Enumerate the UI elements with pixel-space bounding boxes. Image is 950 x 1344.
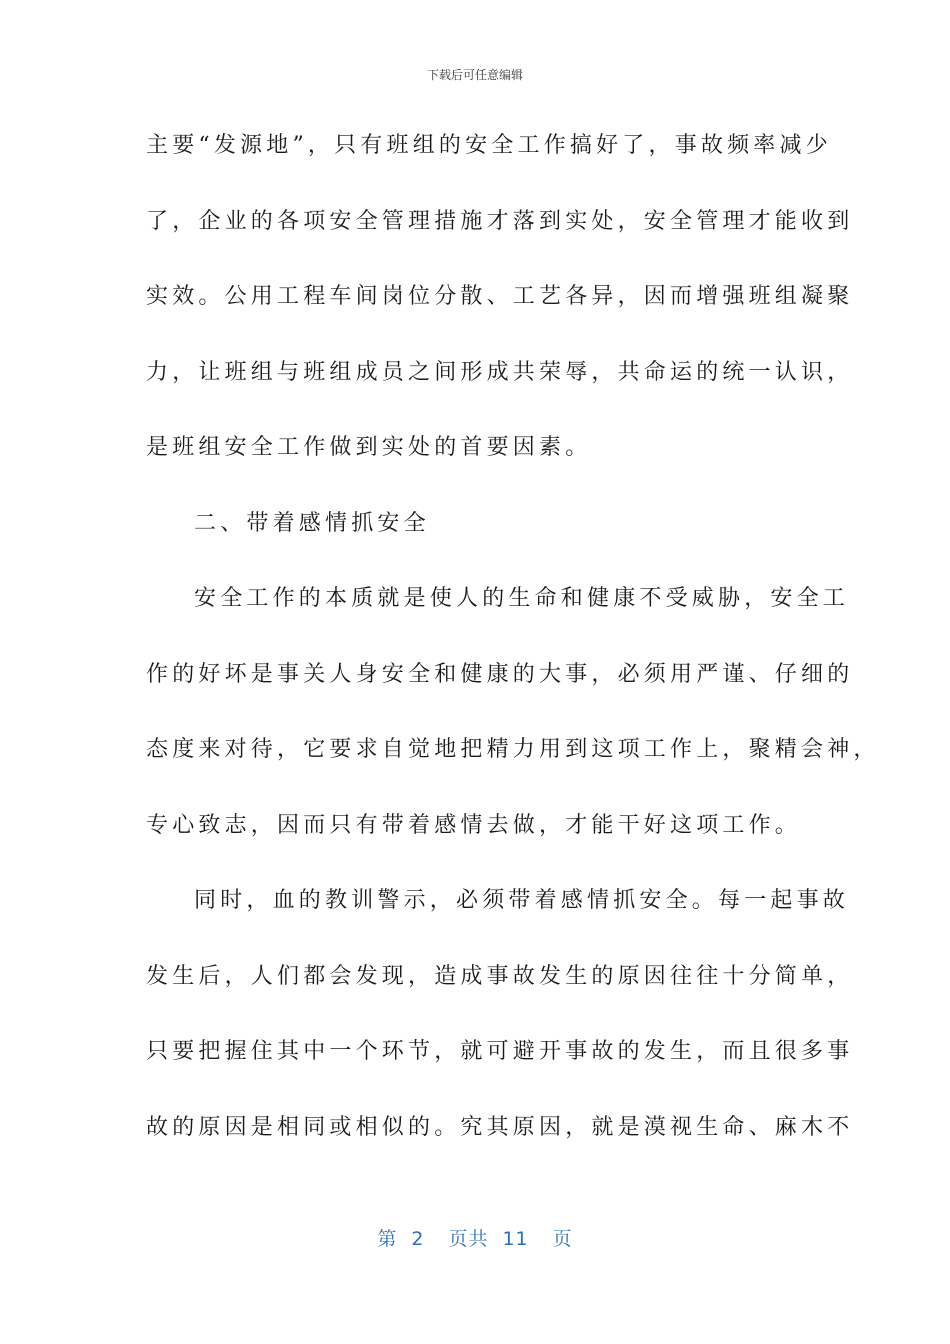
paragraph-line: 实效。公用工程车间岗位分散、工艺各异，因而增强班组凝聚: [146, 284, 854, 309]
header-note: 下载后可任意编辑: [426, 68, 523, 82]
paragraph-line: 发生后，人们都会发现，造成事故发生的原因往往十分简单，: [146, 963, 854, 989]
paragraph-line: 作的好坏是事关人身安全和健康的大事，必须用严谨、仔细的: [146, 661, 854, 687]
section-heading: 二、带着感情抓安全: [194, 510, 430, 536]
paragraph-line: 安全工作的本质就是使人的生命和健康不受威胁，安全工: [194, 586, 850, 611]
paragraph-line: 态度来对待，它要求自觉地把精力用到这项工作上，聚精会神，: [146, 737, 880, 762]
document-body: [146, 120, 880, 1177]
paragraph-line: 是班组安全工作做到实处的首要因素。: [146, 435, 592, 460]
footer-middle: 页共: [448, 1228, 489, 1250]
current-page-number: 2: [411, 1228, 425, 1250]
paragraph-line: 故的原因是相同或相似的。究其原因，就是漠视生命、麻木不: [146, 1114, 854, 1140]
page-footer: [0, 1224, 950, 1251]
paragraph-line: 力，让班组与班组成员之间形成共荣辱，共命运的统一认识，: [146, 359, 854, 385]
total-pages-number: 11: [502, 1228, 529, 1250]
paragraph-line: 专心致志，因而只有带着感情去做，才能干好这项工作。: [146, 812, 802, 838]
paragraph-line: 主要“发源地”，只有班组的安全工作搞好了，事故频率减少: [146, 133, 832, 158]
paragraph-line: 了，企业的各项安全管理措施才落到实处，安全管理才能收到: [146, 208, 854, 234]
footer-prefix: 第: [377, 1228, 398, 1250]
footer-suffix: 页: [552, 1228, 573, 1250]
paragraph-line: 同时，血的教训警示，必须带着感情抓安全。每一起事故: [194, 888, 850, 913]
paragraph-line: 只要把握住其中一个环节，就可避开事故的发生，而且很多事: [146, 1039, 854, 1064]
